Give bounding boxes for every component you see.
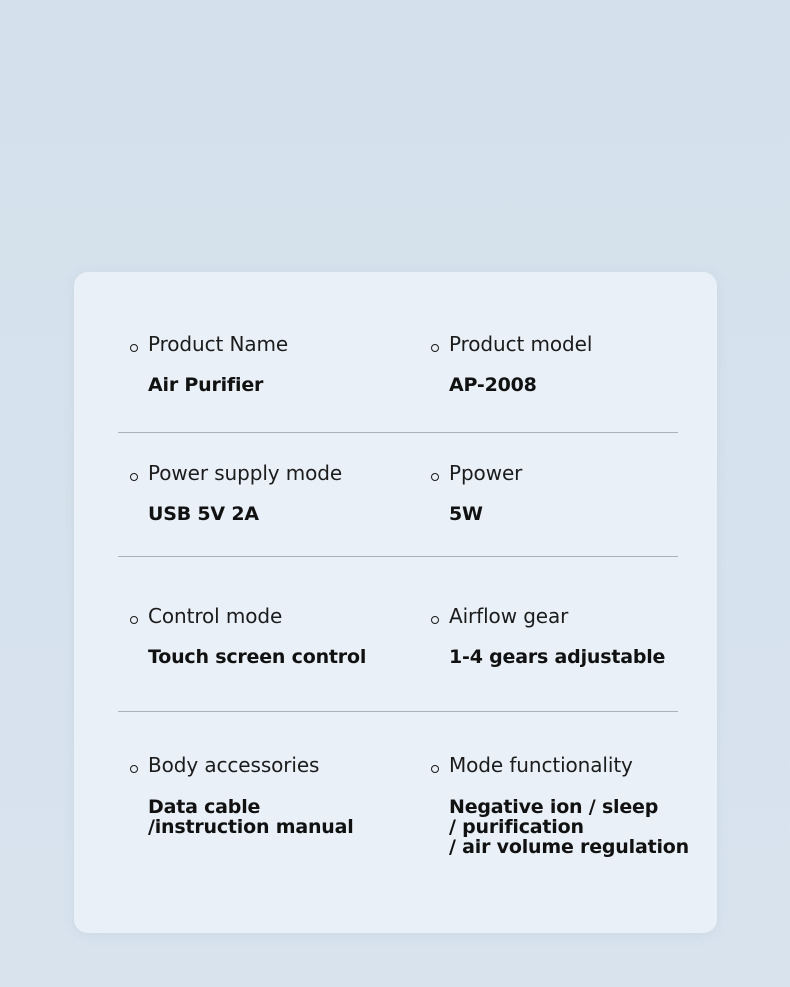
spec-label: Ppower <box>449 461 523 485</box>
spec-airflow-gear <box>431 604 691 668</box>
spec-label: Product Name <box>148 332 289 356</box>
bullet-icon <box>130 473 138 481</box>
bullet-icon <box>431 344 439 352</box>
spec-card <box>74 272 717 933</box>
spec-label: Body accessories <box>148 753 320 777</box>
spec-value: Data cable /instruction manual <box>148 796 354 838</box>
bullet-icon <box>431 473 439 481</box>
spec-body-accessories <box>130 753 390 838</box>
spec-value: Air Purifier <box>148 374 264 396</box>
spec-value: 5W <box>449 503 483 525</box>
bullet-icon <box>130 344 138 352</box>
spec-product-model <box>431 332 691 396</box>
divider <box>118 432 678 433</box>
spec-value: USB 5V 2A <box>148 503 259 525</box>
spec-power <box>431 461 691 525</box>
spec-mode-functionality <box>431 753 691 858</box>
spec-value: 1-4 gears adjustable <box>449 646 666 668</box>
spec-label: Control mode <box>148 604 283 628</box>
divider <box>118 711 678 712</box>
spec-power-supply-mode <box>130 461 390 525</box>
divider <box>118 556 678 557</box>
spec-label: Airflow gear <box>449 604 569 628</box>
bullet-icon <box>130 616 138 624</box>
spec-label: Mode functionality <box>449 753 633 777</box>
spec-label: Power supply mode <box>148 461 343 485</box>
bullet-icon <box>431 765 439 773</box>
spec-product-name <box>130 332 390 396</box>
spec-control-mode <box>130 604 390 668</box>
spec-value: AP-2008 <box>449 374 537 396</box>
spec-value: Touch screen control <box>148 646 367 668</box>
spec-label: Product model <box>449 332 593 356</box>
spec-value: Negative ion / sleep / purification / air volume regulation <box>449 796 689 858</box>
bullet-icon <box>431 616 439 624</box>
bullet-icon <box>130 765 138 773</box>
